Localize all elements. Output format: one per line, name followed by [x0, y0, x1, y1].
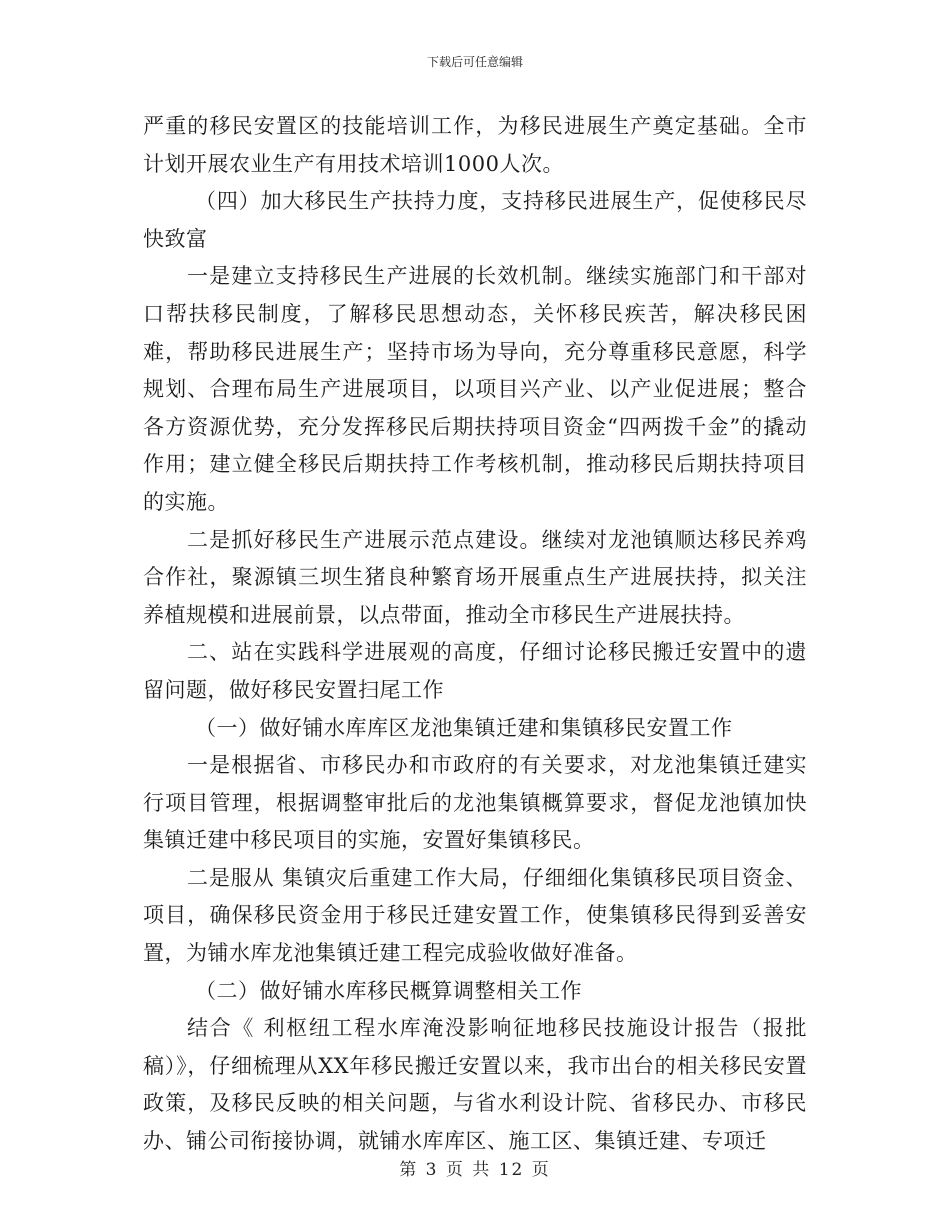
- paragraph-7: 一是根据省、市移民办和市政府的有关要求，对龙池集镇迁建实行项目管理，根据调整审批后的龙池集镇概算要求，督促龙池镇加快集镇迁建中移民项目的实施，安置好集镇移民。: [143, 753, 807, 853]
- section-heading-4: （四）加大移民生产扶持力度，支持移民进展生产，促使移民尽快致富: [143, 189, 807, 251]
- paragraph-8: 二是服从 集镇灾后重建工作大局，仔细细化集镇移民项目资金、项目，确保移民资金用于移民迁建安置工作，使集镇移民得到妥善安置，为铺水库龙池集镇迁建工程完成验收做好准备。: [143, 865, 807, 966]
- page-number-footer: 第 3 页 共 12 页: [399, 1160, 551, 1180]
- section-heading-2: （二）做好铺水库移民概算调整相关工作: [195, 978, 582, 1003]
- page-header: 下载后可任意编辑: [426, 55, 523, 69]
- chapter-heading-2: 二、站在实践科学进展观的高度，仔细讨论移民搬迁安置中的遗留问题，做好移民安置扫尾工作: [143, 640, 807, 702]
- document-body: [143, 108, 807, 1161]
- paragraph-3: 一是建立支持移民生产进展的长效机制。继续实施部门和干部对口帮扶移民制度，了解移民思想动态，关怀移民疾苦，解决移民困难，帮助移民进展生产；坚持市场为导向，充分尊重移民意愿，科学规划、合理布局生产进展项目，以项目兴产业、以产业促进展；整合各方资源优势，充分发挥移民后期扶持项目资金“四两拨千金”的撬动作用；建立健全移民后期扶持工作考核机制，推动移民后期扶持项目的实施。: [143, 264, 807, 514]
- section-heading-1: （一）做好铺水库库区龙池集镇迁建和集镇移民安置工作: [195, 715, 733, 740]
- paragraph-4: 二是抓好移民生产进展示范点建设。继续对龙池镇顺达移民养鸡合作社，聚源镇三坝生猪良种繁育场开展重点生产进展扶持，拟关注养植规模和进展前景，以点带面，推动全市移民生产进展扶持。: [143, 527, 807, 627]
- paragraph-10: 结合《 利枢纽工程水库淹没影响征地移民技施设计报告（报批稿）》，仔细梳理从XX年移民搬迁安置以来，我市出台的相关移民安置政策，及移民反映的相关问题，与省水利设计院、省移民办、市移民办、铺公司衔接协调，就铺水库库区、施工区、集镇迁建、专项迁: [143, 1016, 807, 1154]
- paragraph-1: 严重的移民安置区的技能培训工作，为移民进展生产奠定基础。全市计划开展农业生产有用技术培训1000人次。: [143, 114, 807, 176]
